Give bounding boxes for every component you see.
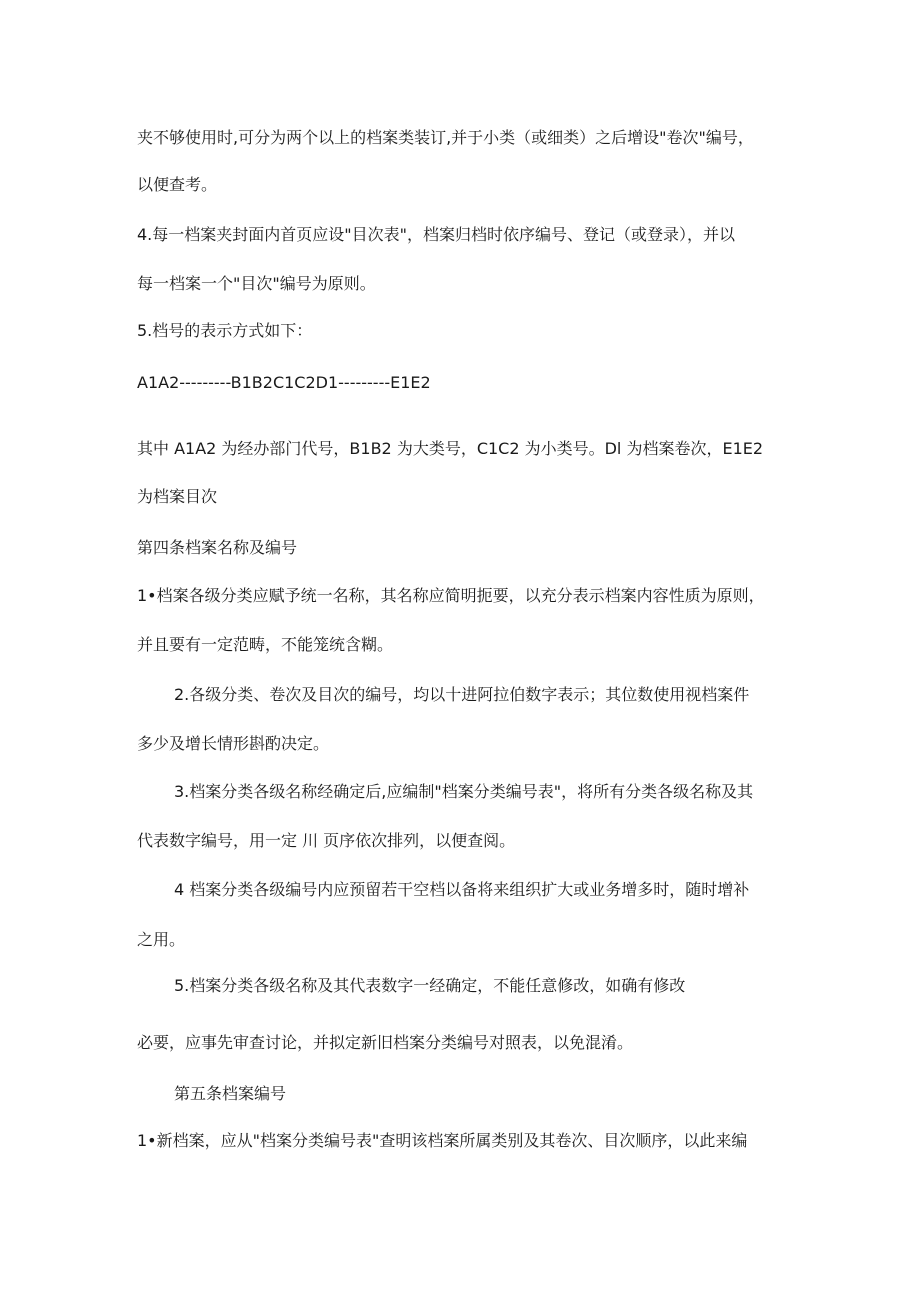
text-line: 多少及增长情形斟酌决定。 — [137, 734, 330, 753]
text-line: 4.每一档案夹封面内首页应设"目次表"，档案归档时依序编号、登记（或登录），并以 — [137, 225, 735, 244]
text-line: 1•档案各级分类应赋予统一名称，其名称应简明扼要，以充分表示档案内容性质为原则， — [137, 586, 765, 605]
text-line: 3.档案分类各级名称经确定后,应编制"档案分类编号表"，将所有分类各级名称及其 — [174, 782, 754, 801]
text-line: 为档案目次 — [137, 487, 218, 506]
text-line: 之用。 — [137, 930, 186, 949]
text-line: 5.档案分类各级名称及其代表数字一经确定，不能任意修改，如确有修改 — [174, 976, 686, 995]
text-line: 4 档案分类各级编号内应预留若干空档以备将来组织扩大或业务增多时，随时增补 — [174, 880, 750, 899]
text-line: 并且要有一定范畴，不能笼统含糊。 — [137, 635, 394, 654]
text-line: 5.档号的表示方式如下： — [137, 321, 313, 340]
text-line: 2.各级分类、卷次及目次的编号，均以十进阿拉伯数字表示；其位数使用视档案件 — [174, 685, 750, 704]
text-line: 以便查考。 — [137, 175, 218, 194]
text-line: 其中 A1A2 为经办部门代号，B1B2 为大类号，C1C2 为小类号。Dl 为档案卷次，E1E2 — [137, 439, 764, 458]
text-line: 1•新档案，应从"档案分类编号表"查明该档案所属类别及其卷次、目次顺序，以此来编 — [137, 1131, 748, 1150]
text-line: A1A2---------B1B2C1C2D1---------E1E2 — [137, 373, 431, 392]
text-line: 必要，应事先审查讨论，并拟定新旧档案分类编号对照表，以免混淆。 — [137, 1033, 634, 1052]
text-line: 代表数字编号，用一定 川 页序依次排列，以便查阅。 — [137, 831, 516, 850]
text-line: 每一档案一个"目次"编号为原则。 — [137, 274, 376, 293]
section-heading: 第五条档案编号 — [174, 1084, 287, 1103]
text-line: 夹不够使用时,可分为两个以上的档案类装订,并于小类（或细类）之后增设"卷次"编号， — [137, 128, 754, 147]
section-heading: 第四条档案名称及编号 — [137, 538, 298, 557]
